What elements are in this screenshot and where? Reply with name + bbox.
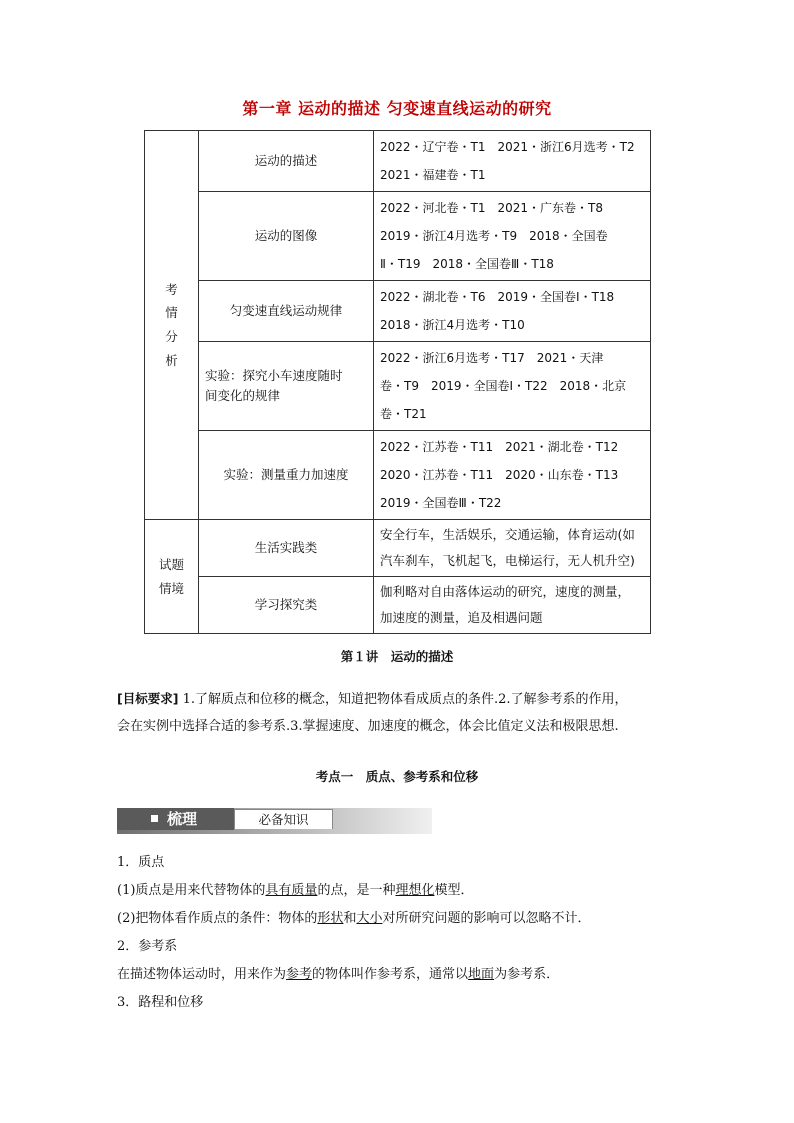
table-row (145, 192, 651, 281)
exam-analysis-table (144, 130, 651, 634)
banner-label: 梳理 (167, 810, 198, 828)
goal-text: 1.了解质点和位移的概念，知道把物体看成质点的条件.2.了解参考系的作用， (178, 692, 628, 707)
goal-tag: [目标要求] (117, 691, 179, 706)
source-cell: 2022・河北卷・T1 2021・广东卷・T8 2019・浙江4月选考・T9 2018・全国卷 Ⅱ・T19 2018・全国卷Ⅲ・T18 (374, 192, 651, 281)
source-cell: 2022・辽宁卷・T1 2021・浙江6月选考・T2 2021・福建卷・T1 (374, 131, 651, 192)
table-row (145, 281, 651, 342)
topic-cell: 生活实践类 (199, 520, 374, 577)
key-term: 具有质量 (265, 883, 318, 898)
key-term: 大小 (356, 911, 383, 926)
heading-point: 2．参考系 (117, 939, 178, 954)
group-label-analysis: 考 情 分 析 (145, 131, 199, 520)
key-term: 参考 (286, 967, 313, 982)
section-title: 考点一 质点、参考系和位移 (315, 769, 479, 784)
heading-point: 1．质点 (117, 855, 165, 870)
context-cell: 伽利略对自由落体运动的研究，速度的测量， 加速度的测量，追及相遇问题 (374, 577, 651, 634)
topic-cell: 运动的图像 (199, 192, 374, 281)
source-cell: 2022・浙江6月选考・T17 2021・天津 卷・T9 2019・全国卷Ⅰ・T22 2018・北京 卷・T21 (374, 342, 651, 431)
paragraph: (2)把物体看作质点的条件：物体的形状和大小对所研究问题的影响可以忽略不计． (117, 911, 591, 926)
chapter-title: 第一章 运动的描述 匀变速直线运动的研究 (242, 99, 552, 118)
table-row (145, 131, 651, 192)
topic-cell: 匀变速直线运动规律 (199, 281, 374, 342)
table-row (145, 520, 651, 577)
table-row (145, 577, 651, 634)
table-row (145, 431, 651, 520)
lecture-title: 第１讲 运动的描述 (340, 649, 454, 664)
source-cell: 2022・湖北卷・T6 2019・全国卷Ⅰ・T18 2018・浙江4月选考・T10 (374, 281, 651, 342)
paragraph: 在描述物体运动时，用来作为参考的物体叫作参考系，通常以地面为参考系． (117, 967, 560, 982)
key-term: 地面 (468, 967, 495, 982)
body-text (117, 849, 677, 1017)
group-label-context: 试题 情境 (145, 520, 199, 634)
key-term: 理想化 (395, 883, 435, 898)
banner-label-box (117, 808, 234, 830)
heading-point: 3．路程和位移 (117, 995, 204, 1010)
topic-cell: 运动的描述 (199, 131, 374, 192)
banner-tab: 必备知识 (234, 809, 333, 829)
square-bullet-icon (151, 815, 158, 822)
learning-goals (117, 685, 677, 740)
topic-cell: 学习探究类 (199, 577, 374, 634)
goal-text: 会在实例中选择合适的参考系.3.掌握速度、加速度的概念，体会比值定义法和极限思想. (117, 719, 619, 734)
context-cell: 安全行车，生活娱乐，交通运输，体育运动(如 汽车刹车，飞机起飞，电梯运行，无人机升空) (374, 520, 651, 577)
source-cell: 2022・江苏卷・T11 2021・湖北卷・T12 2020・江苏卷・T11 2020・山东卷・T13 2019・全国卷Ⅲ・T22 (374, 431, 651, 520)
section-banner (117, 808, 432, 834)
paragraph: (1)质点是用来代替物体的具有质量的点，是一种理想化模型． (117, 883, 474, 898)
table-row (145, 342, 651, 431)
topic-cell: 实验：探究小车速度随时 间变化的规律 (199, 342, 374, 431)
topic-cell: 实验：测量重力加速度 (199, 431, 374, 520)
key-term: 形状 (317, 911, 344, 926)
